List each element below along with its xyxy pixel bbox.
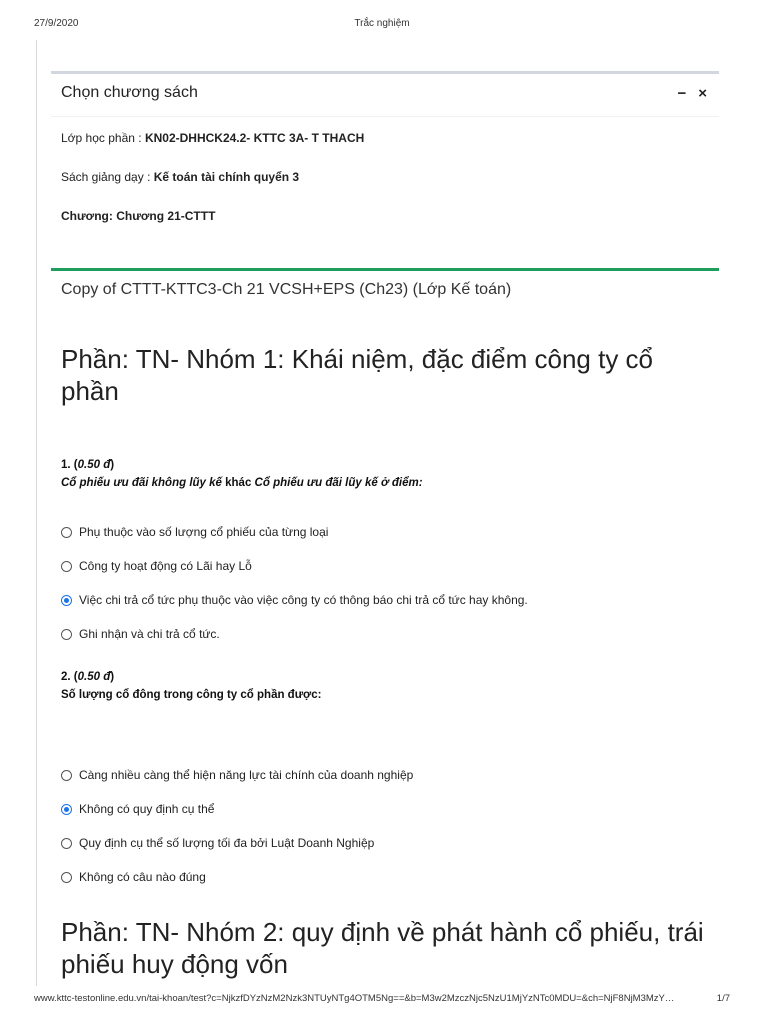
question-1-text-b: khác [225,477,255,489]
q2-option-3[interactable] [61,836,374,850]
option-label: Ghi nhận và chi trả cổ tức. [79,627,220,641]
radio-button-selected[interactable] [61,804,72,815]
panel-tools [677,84,707,104]
panel-header [51,74,719,117]
option-label: Quy định cụ thể số lượng tối đa bởi Luật Doanh Nghiệp [79,836,375,850]
section-title-1: Phần: TN- Nhóm 1: Khái niệm, đặc điểm công ty cổ phần [61,344,654,406]
question-1-text-c: Cổ phiếu ưu đãi lũy kế ở điểm: [254,477,423,489]
option-label: Không có quy định cụ thể [79,802,215,816]
question-1-text-a: Cổ phiếu ưu đãi không lũy kế [61,477,226,489]
radio-button[interactable] [61,561,72,572]
left-rule [36,40,37,986]
q1-option-4[interactable] [61,627,220,641]
print-title: Trắc nghiệm [354,18,410,29]
book-value: Kế toán tài chính quyển 3 [153,170,300,184]
radio-button-selected[interactable] [61,595,72,606]
q1-option-2[interactable] [61,559,252,573]
print-date: 27/9/2020 [34,18,79,29]
q2-option-2[interactable] [61,802,214,816]
question-1-paren: ) [110,459,115,471]
class-info [61,131,364,145]
option-label: Công ty hoạt động có Lãi hay Lỗ [79,559,252,573]
question-1-number: 1. ( [61,459,78,471]
question-1-text [61,477,423,489]
radio-button[interactable] [61,527,72,538]
close-icon[interactable]: × [698,85,707,102]
radio-button[interactable] [61,872,72,883]
question-1-header [61,459,114,471]
question-2-header [61,671,114,683]
quiz-panel [51,268,719,1001]
panel-title: Chọn chương sách [61,84,198,101]
question-2-number: 2. ( [61,671,78,683]
question-2-text: Số lượng cổ đông trong công ty cổ phần được: [61,689,322,701]
print-page-number: 1/7 [716,993,730,1004]
radio-button[interactable] [61,770,72,781]
question-2-points: 0.50 đ [77,671,111,683]
minimize-icon[interactable]: − [677,85,687,102]
radio-button[interactable] [61,629,72,640]
q2-option-4[interactable] [61,870,206,884]
option-label: Không có câu nào đúng [79,870,206,884]
book-info [61,170,299,184]
q1-option-1[interactable] [61,525,328,539]
q2-option-1[interactable] [61,768,413,782]
option-label: Phụ thuộc vào số lượng cổ phiếu của từng loại [79,525,329,539]
option-label: Việc chi trả cổ tức phụ thuộc vào việc công ty có thông báo chi trả cổ tức hay không. [79,593,528,607]
question-1-points: 0.50 đ [77,459,111,471]
radio-button[interactable] [61,838,72,849]
print-footer [34,993,730,1007]
class-value: KN02-DHHCK24.2- KTTC 3A- T THACH [144,131,365,145]
q1-option-3[interactable] [61,593,528,607]
chapter-info [61,209,215,223]
quiz-title: Copy of CTTT-KTTC3-Ch 21 VCSH+EPS (Ch23) (Lớp Kế toán) [61,281,512,298]
question-2-paren: ) [110,671,115,683]
section-title-2: Phần: TN- Nhóm 2: quy định về phát hành cổ phiếu, trái phiếu huy động vốn [61,917,704,979]
book-label: Sách giảng dạy : [61,170,154,184]
print-header [34,18,730,32]
class-label: Lớp học phần : [61,131,145,145]
print-url: www.kttc-testonline.edu.vn/tai-khoan/test?c=NjkzfDYzNzM2Nzk3NTUyNTg4OTM5Ng==&b=M3w2MzczNjc5NzU1MjYzNTc0MDU=&ch=NjF8NjM3MzY… [34,993,675,1004]
chapter-select-panel [51,71,719,244]
option-label: Càng nhiều càng thể hiện năng lực tài chính của doanh nghiệp [79,768,414,782]
chapter-value: Chương: Chương 21-CTTT [61,209,216,223]
